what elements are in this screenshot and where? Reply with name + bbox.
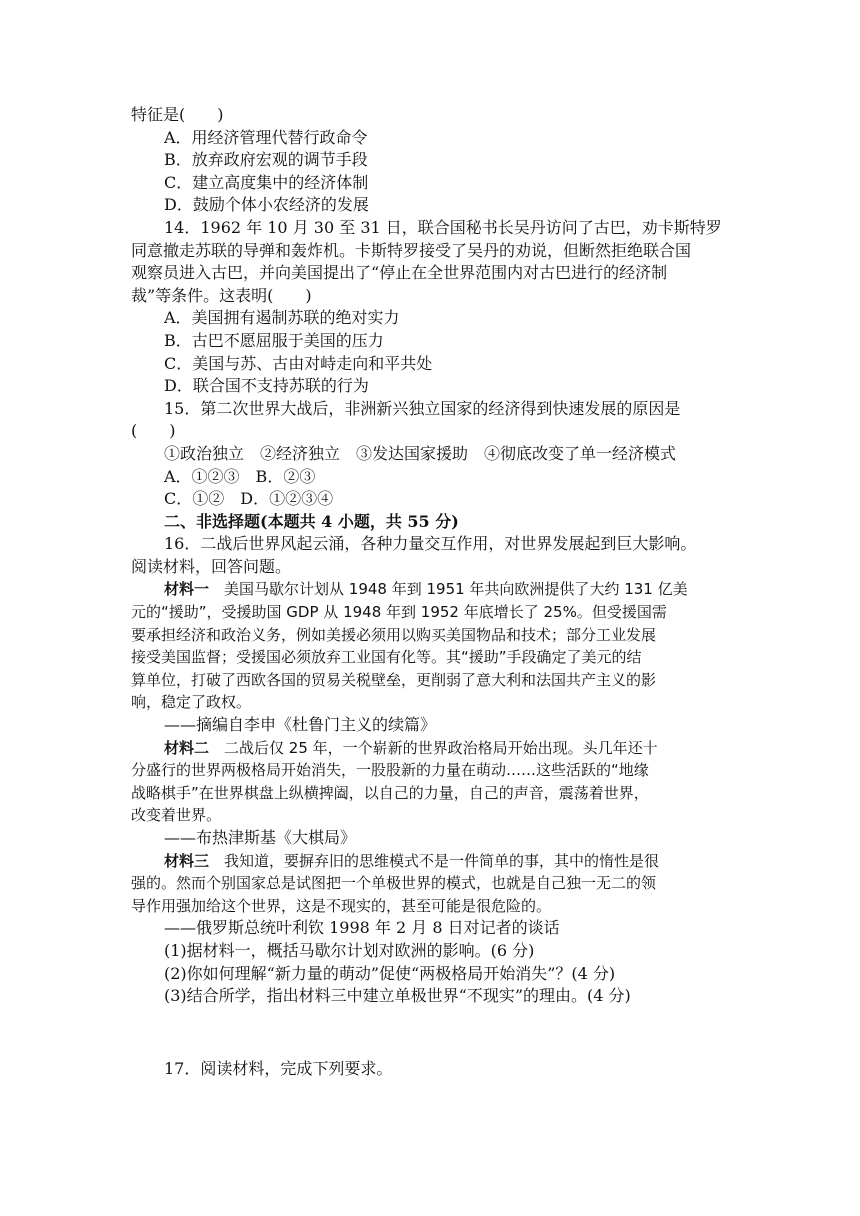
material3-text: 我知道，要摒弃旧的思维模式不是一件简单的事，其中的惰性是很 (209, 851, 660, 870)
material2-label: 材料二 (164, 738, 210, 757)
material1-line: 元的“援助”，受援助国 GDP 从 1948 年到 1952 年底增长了 25%。但受援国需 (131, 603, 667, 622)
q14-option-c: C．美国与苏、古由对峙走向和平共处 (164, 353, 433, 373)
material3-line: 强的。然而个别国家总是试图把一个单极世界的模式，也就是自己独一无二的领 (131, 874, 657, 893)
material2-text: 二战后仅 25 年，一个崭新的世界政治格局开始出现。头几年还十 (209, 738, 658, 757)
q16-subquestion: (3)结合所学，指出材料三中建立单极世界“不现实”的理由。(4 分) (164, 986, 631, 1006)
q14-option-d: D．联合国不支持苏联的行为 (164, 376, 369, 396)
material1-text: 美国马歇尔计划从 1948 年到 1951 年共向欧洲提供了大约 131 亿美 (209, 580, 688, 599)
q13-option-a: A．用经济管理代替行政命令 (164, 127, 368, 147)
material1-label: 材料一 (164, 580, 210, 599)
q13-option-b: B．放弃政府宏观的调节手段 (164, 150, 368, 170)
material1-line: 响，稳定了政权。 (131, 693, 252, 712)
material2-line: 战略棋手”在世界棋盘上纵横捭阖，以自己的力量，自己的声音，震荡着世界， (131, 783, 649, 802)
q15-options-row: A．①②③ B．②③ (164, 466, 316, 486)
material1-line (131, 578, 731, 601)
q15-items: ①政治独立 ②经济独立 ③发达国家援助 ④彻底改变了单一经济模式 (164, 443, 677, 463)
material1-source: ——摘编自李申《杜鲁门主义的续篇》 (164, 715, 437, 735)
material2-line: 分盛行的世界两极格局开始消失，一股股新的力量在萌动……这些活跃的“地缘 (131, 761, 649, 780)
q14-stem-line: 裁”等条件。这表明( ) (131, 285, 312, 305)
material2-line (131, 737, 731, 760)
q14-stem-line: 14．1962 年 10 月 30 至 31 日，联合国秘书长吴丹访问了古巴，劝卡斯特罗 (164, 217, 722, 237)
q16-stem-line: 16．二战后世界风起云涌，各种力量交互作用，对世界发展起到巨大影响。 (164, 534, 697, 554)
material2-line: 改变着世界。 (131, 806, 222, 825)
q13-option-c: C．建立高度集中的经济体制 (164, 172, 369, 192)
material1-line: 接受美国监督；受援国必须放弃工业国有化等。其“援助”手段确定了美元的结 (131, 648, 642, 667)
material1-line: 算单位，打破了西欧各国的贸易关税壁垒，更削弱了意大利和法国共产主义的影 (131, 670, 657, 689)
material3-line (131, 850, 731, 873)
q13-stem-tail: 特征是( ) (131, 105, 224, 124)
q15-stem-line: ( ) (131, 421, 176, 441)
q13-option-d: D．鼓励个体小农经济的发展 (164, 195, 369, 215)
q16-stem-line: 阅读材料，回答问题。 (131, 556, 292, 576)
material3-label: 材料三 (164, 851, 210, 870)
q14-stem-line: 同意撤走苏联的导弹和轰炸机。卡斯特罗接受了吴丹的劝说，但断然拒绝联合国 (131, 240, 692, 260)
material3-line: 导作用强加给这个世界，这是不现实的，甚至可能是很危险的。 (131, 896, 552, 915)
q14-stem-line: 观察员进入古巴，并向美国提出了“停止在全世界范围内对古巴进行的经济制 (131, 263, 668, 283)
answer-space (131, 1008, 731, 1058)
q15-stem-line: 15．第二次世界大战后，非洲新兴独立国家的经济得到快速发展的原因是 (164, 398, 681, 418)
material1-line: 要承担经济和政治义务，例如美援必须用以购买美国物品和技术；部分工业发展 (131, 625, 657, 644)
material3-source: ——俄罗斯总统叶利钦 1998 年 2 月 8 日对记者的谈话 (164, 918, 560, 938)
q16-subquestion: (2)你如何理解“新力量的萌动”促使“两极格局开始消失”？(4 分) (164, 963, 616, 983)
section-heading: 二、非选择题(本题共 4 小题，共 55 分) (164, 511, 459, 531)
q15-options-row: C．①② D．①②③④ (164, 489, 334, 509)
q14-option-a: A．美国拥有遏制苏联的绝对实力 (164, 308, 400, 328)
q17-stem: 17．阅读材料，完成下列要求。 (164, 1058, 393, 1078)
exam-page (131, 104, 731, 1080)
material2-source: ——布热津斯基《大棋局》 (164, 828, 357, 847)
q14-option-b: B．古巴不愿屈服于美国的压力 (164, 330, 384, 350)
q16-subquestion: (1)据材料一，概括马歇尔计划对欧洲的影响。(6 分) (164, 940, 535, 960)
